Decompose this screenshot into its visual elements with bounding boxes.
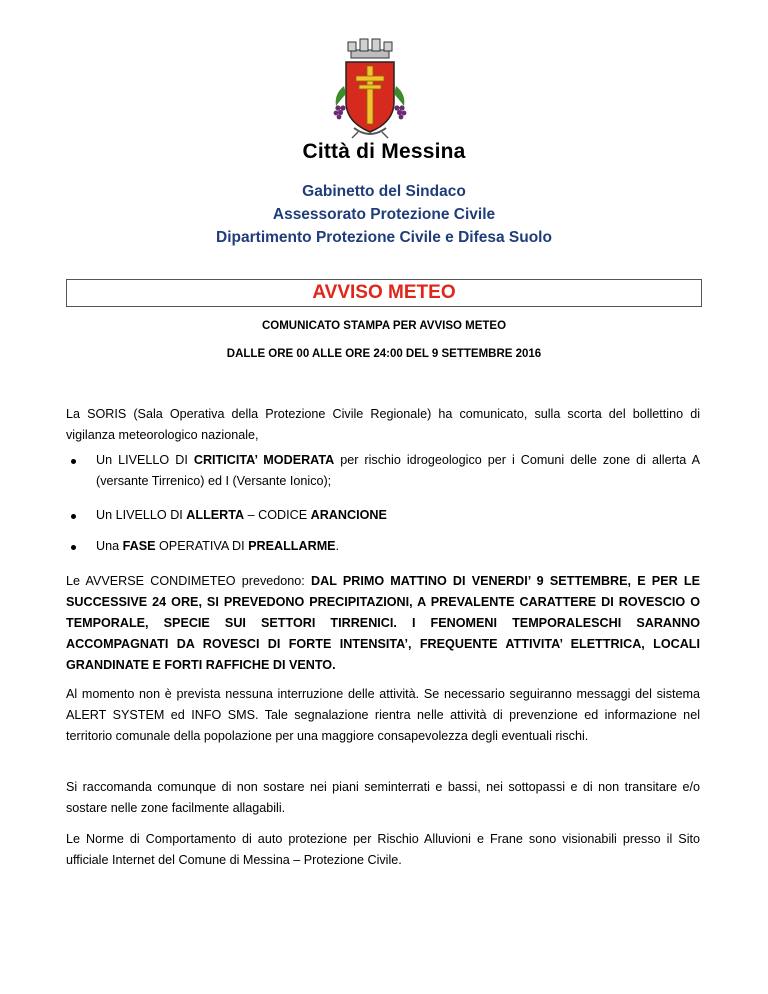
- dept-line-assessorato: Assessorato Protezione Civile: [272, 206, 496, 223]
- press-release-subtitle: COMUNICATO STAMPA PER AVVISO METEO: [261, 320, 507, 332]
- bullet-fase-operativa: Una FASE OPERATIVA DI PREALLARME.: [96, 539, 340, 553]
- bullet-dot: [71, 545, 76, 550]
- dept-line-gabinetto: Gabinetto del Sindaco: [302, 183, 466, 200]
- city-name: Città di Messina: [302, 140, 466, 163]
- dept-line-dipartimento: Dipartimento Protezione Civile e Difesa Suolo: [216, 229, 552, 246]
- forecast-paragraph: Le AVVERSE CONDIMETEO prevedono: DAL PRIMO MATTINO DI VENERDI’ 9 SETTEMBRE, E PER LE SUCCESSIVE 24 ORE, SI PREVEDONO PRECIPITAZIONI, A PREVALENTE CARATTERE DI ROVESCIO O TEMPORALE, SPECIE SUI SETTORI TIRRENICI. I FENOMENI TEMPORALESCHI SARANNO ACCOMPAGNATI DA ROVESCI DI FORTE INTENSITA’, FREQUENTE ATTIVITA’ ELETTRICA, LOCALI GRANDINATE E FORTI RAFFICHE DI VENTO.: [66, 574, 700, 672]
- city-crest-emblem: [326, 36, 414, 140]
- validity-period: DALLE ORE 00 ALLE ORE 24:00 DEL 9 SETTEMBRE 2016: [226, 348, 542, 360]
- recommendation-paragraph: Si raccomanda comunque di non sostare nei piani seminterrati e bassi, nei sottopassi e di non transitare e/o sostare nelle zone facilmente allagabili.: [66, 780, 700, 815]
- bullet-dot: [71, 514, 76, 519]
- bullet-dot: [71, 459, 76, 464]
- notice-title: AVVISO METEO: [312, 282, 456, 303]
- activity-paragraph: Al momento non è prevista nessuna interruzione delle attività. Se necessario seguiranno messaggi del sistema ALERT SYSTEM ed INFO SMS. Tale segnalazione rientra nelle attività di prevenzione ed informazione nel territorio comunale della popolazione per una maggiore consapevolezza degli eventuali rischi.: [66, 687, 700, 743]
- bullet-criticita: Un LIVELLO DI CRITICITA’ MODERATA per rischio idrogeologico per i Comuni delle zone di allerta A (versante Tirrenico) ed I (Versante Ionico);: [96, 453, 701, 488]
- norms-paragraph: Le Norme di Comportamento di auto protezione per Rischio Alluvioni e Frane sono visionabili presso il Sito ufficiale Internet del Comune di Messina – Protezione Civile.: [66, 832, 700, 867]
- intro-paragraph: La SORIS (Sala Operativa della Protezione Civile Regionale) ha comunicato, sulla scorta del bollettino di vigilanza meteorologico nazionale,: [66, 407, 700, 442]
- bullet-allerta: Un LIVELLO DI ALLERTA – CODICE ARANCIONE: [96, 508, 387, 522]
- notice-title-box: [66, 279, 702, 307]
